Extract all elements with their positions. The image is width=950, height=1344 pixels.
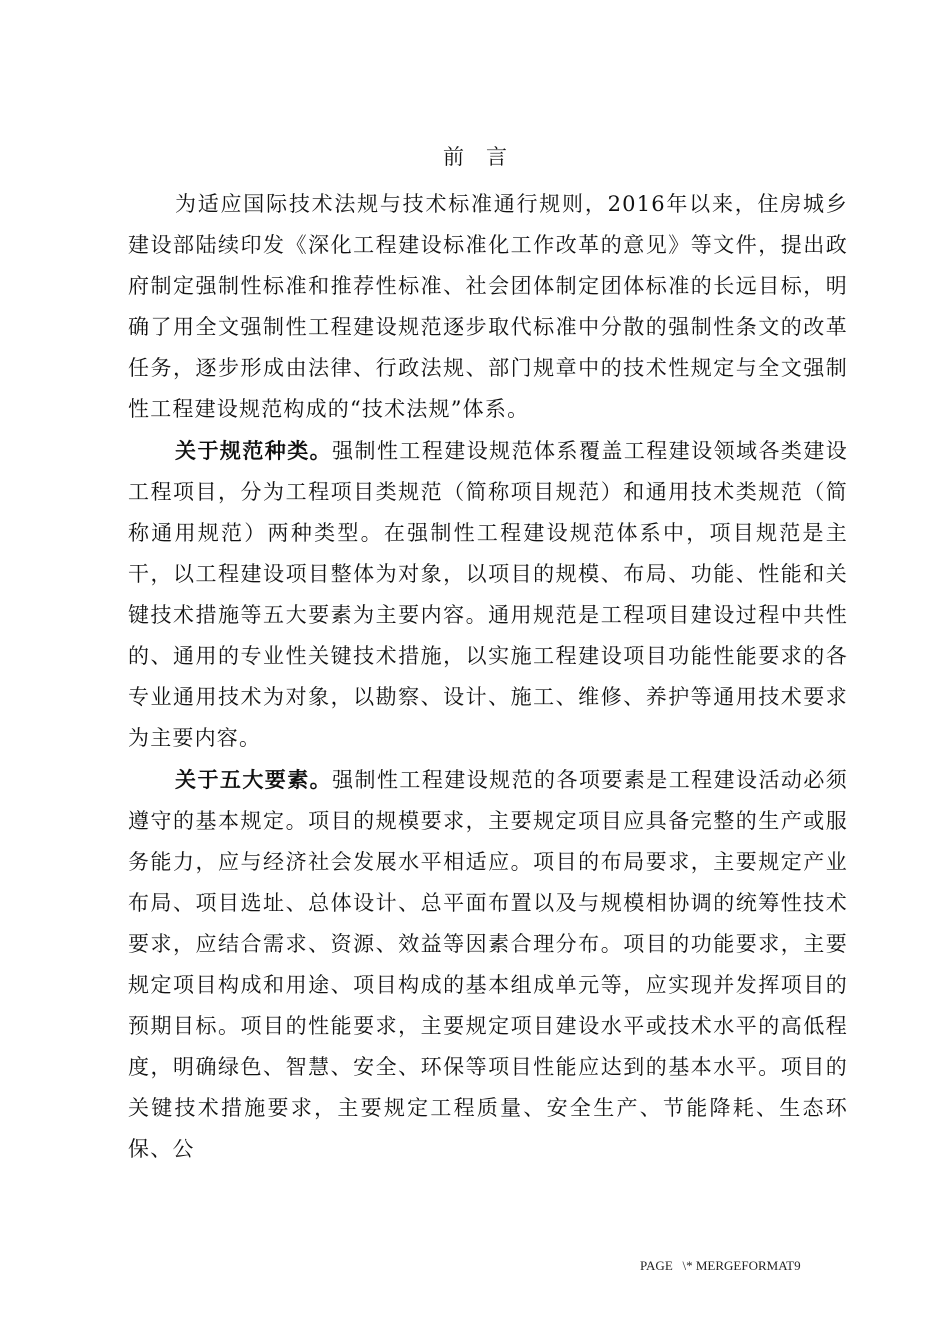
paragraph-text: 为适应国际技术法规与技术标准通行规则，2016年以来，住房城乡建设部陆续印发《深化工程建设标准化工作改革的意见》等文件，提出政府制定强制性标准和推荐性标准、社会团体制定团体标准的长远目标，明确了用全文强制性工程建设规范逐步取代标准中分散的强制性条文的改革任务，逐步形成由法律、行政法规、部门规章中的技术性规定与全文强制性工程建设规范构成的“技术法规”体系。 bbox=[128, 192, 848, 421]
document-body bbox=[128, 184, 848, 1170]
paragraph-text: 强制性工程建设规范体系覆盖工程建设领域各类建设工程项目，分为工程项目类规范（简称项目规范）和通用技术类规范（简称通用规范）两种类型。在强制性工程建设规范体系中，项目规范是主干，以工程建设项目整体为对象，以项目的规模、布局、功能、性能和关键技术措施等五大要素为主要内容。通用规范是工程项目建设过程中共性的、通用的专业性关键技术措施，以实施工程建设项目功能性能要求的各专业通用技术为对象，以勘察、设计、施工、维修、养护等通用技术要求为主要内容。 bbox=[128, 439, 848, 750]
paragraph-five-elements bbox=[128, 759, 848, 1170]
paragraph-spec-types bbox=[128, 430, 848, 759]
page-number-field: PAGE \* MERGEFORMAT9 bbox=[640, 1258, 801, 1273]
page-title: 前言 bbox=[443, 145, 529, 169]
paragraph-text: 强制性工程建设规范的各项要素是工程建设活动必须遵守的基本规定。项目的规模要求，主要规定项目应具备完整的生产或服务能力，应与经济社会发展水平相适应。项目的布局要求，主要规定产业布局、项目选址、总体设计、总平面布置以及与规模相协调的统筹性技术要求，应结合需求、资源、效益等因素合理分布。项目的功能要求，主要规定项目构成和用途、项目构成的基本组成单元等，应实现并发挥项目的预期目标。项目的性能要求，主要规定项目建设水平或技术水平的高低程度，明确绿色、智慧、安全、环保等项目性能应达到的基本水平。项目的关键技术措施要求，主要规定工程质量、安全生产、节能降耗、生态环保、公 bbox=[128, 768, 848, 1161]
paragraph-intro bbox=[128, 184, 848, 430]
paragraph-lead: 关于五大要素。 bbox=[175, 767, 333, 792]
paragraph-lead: 关于规范种类。 bbox=[175, 438, 333, 463]
